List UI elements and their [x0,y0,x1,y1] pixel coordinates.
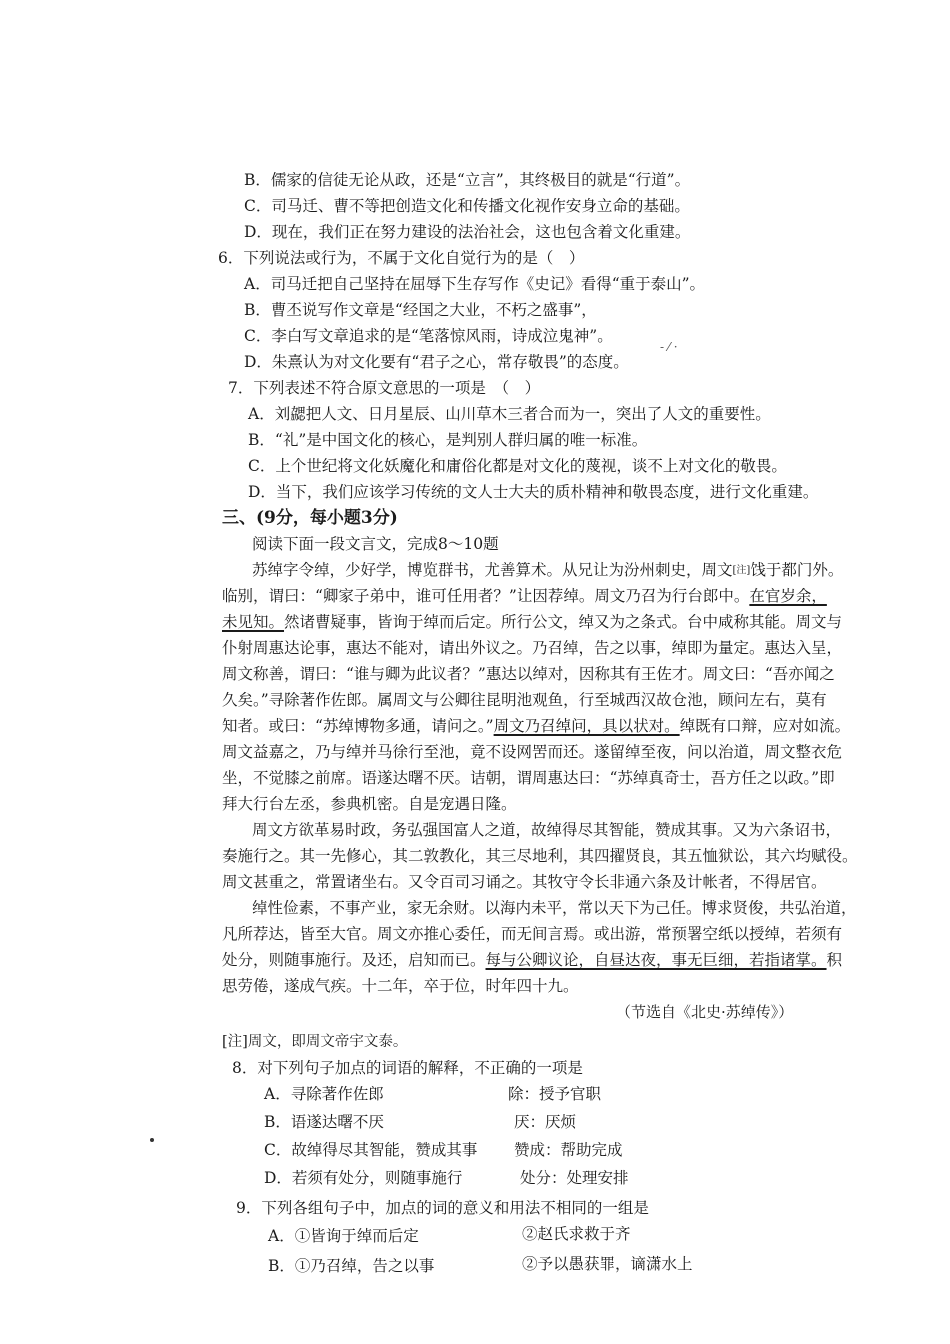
section-instruction: 阅读下面一段文言文，完成8～10题 [252,535,499,553]
q6-stem: 6．下列说法或行为，不属于文化自觉行为的是（ ） [218,249,585,267]
passage-line: 周文称善，谓曰：“谁与卿为此议者？”惠达以绰对，因称其有王佐才。周文曰：“吾亦闻之 [222,665,835,683]
underlined-sentence: 未见知。 [222,613,285,631]
q8-gloss-a: 除：授予官职 [508,1085,602,1103]
q8-option-c: C．故绰得尽其智能，赞成其事 [264,1141,478,1159]
q8-option-b: B．语遂达曙不厌 [264,1113,384,1131]
passage-line: 临别，谓曰：“卿家子弟中，谁可任用者？”让因荐绰。周文乃召为行台郎中。在官岁余， [222,587,827,605]
q5-option-b: B．儒家的信徒无论从政，还是“立言”，其终极目的就是“行道”。 [244,171,691,189]
passage-line: 奏施行之。其一先修心，其二敦教化，其三尽地利，其四擢贤良，其五恤狱讼，其六均赋役。 [222,847,858,865]
q8-gloss-b: 厌：厌烦 [514,1113,577,1131]
q6-option-d: D．朱熹认为对文化要有“君子之心，常存敬畏”的态度。 [244,353,629,371]
passage-line: 周文甚重之，常置诸坐右。又令百司习诵之。其牧守令长非通六条及计帐者，不得居官。 [222,873,827,891]
q5-option-c: C．司马迁、曹不等把创造文化和传播文化视作安身立命的基础。 [244,197,690,215]
q6-option-c: C．李白写文章追求的是“笔落惊风雨，诗成泣鬼神”。 [244,327,613,345]
q9-option-b-left: B．①乃召绰，告之以事 [268,1257,435,1275]
q9-option-a-left: A．①皆询于绰而后定 [268,1227,419,1245]
q8-stem: 8．对下列句子加点的词语的解释，不正确的一项是 [232,1059,583,1077]
passage-line: 知者。或曰：“苏绰博物多通，请问之。”周文乃召绰问，具以状对。绰既有口辩，应对如流。 [222,717,851,735]
q9-option-a-right: ②赵氏求救于齐 [522,1225,631,1243]
passage-line: 周文益嘉之，乃与绰并马徐行至池，竟不设网罟而还。遂留绰至夜，问以治道，周文整衣危 [222,743,843,761]
underlined-sentence: 每与公卿议论，自昼达夜，事无巨细，若指诸掌。 [485,951,827,969]
passage-line: 仆射周惠达论事，惠达不能对，请出外议之。乃召绰，告之以事，绰即为量定。惠达入呈， [222,639,843,657]
q7-option-d: D．当下，我们应该学习传统的文人士大夫的质朴精神和敬畏态度，进行文化重建。 [248,483,819,501]
q7-option-b: B．“礼”是中国文化的核心，是判别人群归属的唯一标准。 [248,431,648,449]
q9-stem: 9．下列各组句子中，加点的词的意义和用法不相同的一组是 [236,1199,649,1217]
passage-line: 久矣。”寻除著作佐郎。属周文与公卿往昆明池观鱼，行至城西汉故仓池，顾问左右，莫有 [222,691,827,709]
q9-option-b-right: ②予以愚获罪，谪潇水上 [522,1255,693,1273]
q8-option-d: D．若须有处分，则随事施行 [264,1169,463,1187]
source-citation: （节选自《北史·苏绰传》） [616,1003,794,1021]
passage-line: 坐，不觉膝之前席。语遂达曙不厌。诘朝，谓周惠达曰：“苏绰真奇士，吾方任之以政。”即 [222,769,835,787]
scan-speck [150,1138,154,1142]
q8-option-a: A．寻除著作佐郎 [264,1085,384,1103]
pencil-mark: ‐ ⁄ · [660,340,678,354]
passage-line: 拜大行台左丞，参典机密。自是宠遇日隆。 [222,795,517,813]
q7-option-a: A．刘勰把人文、日月星辰、山川草木三者合而为一，突出了人文的重要性。 [248,405,771,423]
passage-line: 周文方欲革易时政，务弘强国富人之道，故绰得尽其智能，赞成其事。又为六条诏书， [252,821,842,839]
passage-line: 处分，则随事施行。及还，启知而已。每与公卿议论，自昼达夜，事无巨细，若指诸掌。积 [222,951,843,969]
section-heading: 三、(9分，每小题3分) [222,508,398,528]
passage-line: 未见知。然诸曹疑事，皆询于绰而后定。所行公文，绰又为之条式。台中咸称其能。周文与 [222,613,843,631]
q8-gloss-c: 赞成：帮助完成 [514,1141,623,1159]
q7-stem: 7．下列表述不符合原文意思的一项是 （ ） [228,379,541,397]
footnote: [注]周文，即周文帝宇文泰。 [222,1034,408,1050]
q8-gloss-d: 处分：处理安排 [520,1169,629,1187]
passage-line: 凡所荐达，皆至大官。周文亦推心委任，而无间言焉。或出游，常预署空纸以授绰，若须有 [222,925,843,943]
passage-line: 绰性俭素，不事产业，家无余财。以海内未平，常以天下为己任。博求贤俊，共弘治道， [252,899,857,917]
q6-option-a: A．司马迁把自己坚持在屈辱下生存写作《史记》看得“重于泰山”。 [244,275,706,293]
q6-option-b: B．曹丕说写作文章是“经国之大业，不朽之盛事”， [244,301,597,319]
underlined-sentence: 在官岁余， [749,587,827,605]
footnote-marker: [注] [732,565,751,576]
underlined-sentence: 周文乃召绰问，具以状对。 [493,717,680,735]
q7-option-c: C．上个世纪将文化妖魔化和庸俗化都是对文化的蔑视，谈不上对文化的敬畏。 [248,457,787,475]
passage-line: 苏绰字令绰，少好学，博览群书，尤善算术。从兄让为汾州刺史，周文[注]饯于都门外。 [252,561,844,579]
q5-option-d: D．现在，我们正在努力建设的法治社会，这也包含着文化重建。 [244,223,691,241]
passage-line: 思劳倦，遂成气疾。十二年，卒于位，时年四十九。 [222,977,579,995]
